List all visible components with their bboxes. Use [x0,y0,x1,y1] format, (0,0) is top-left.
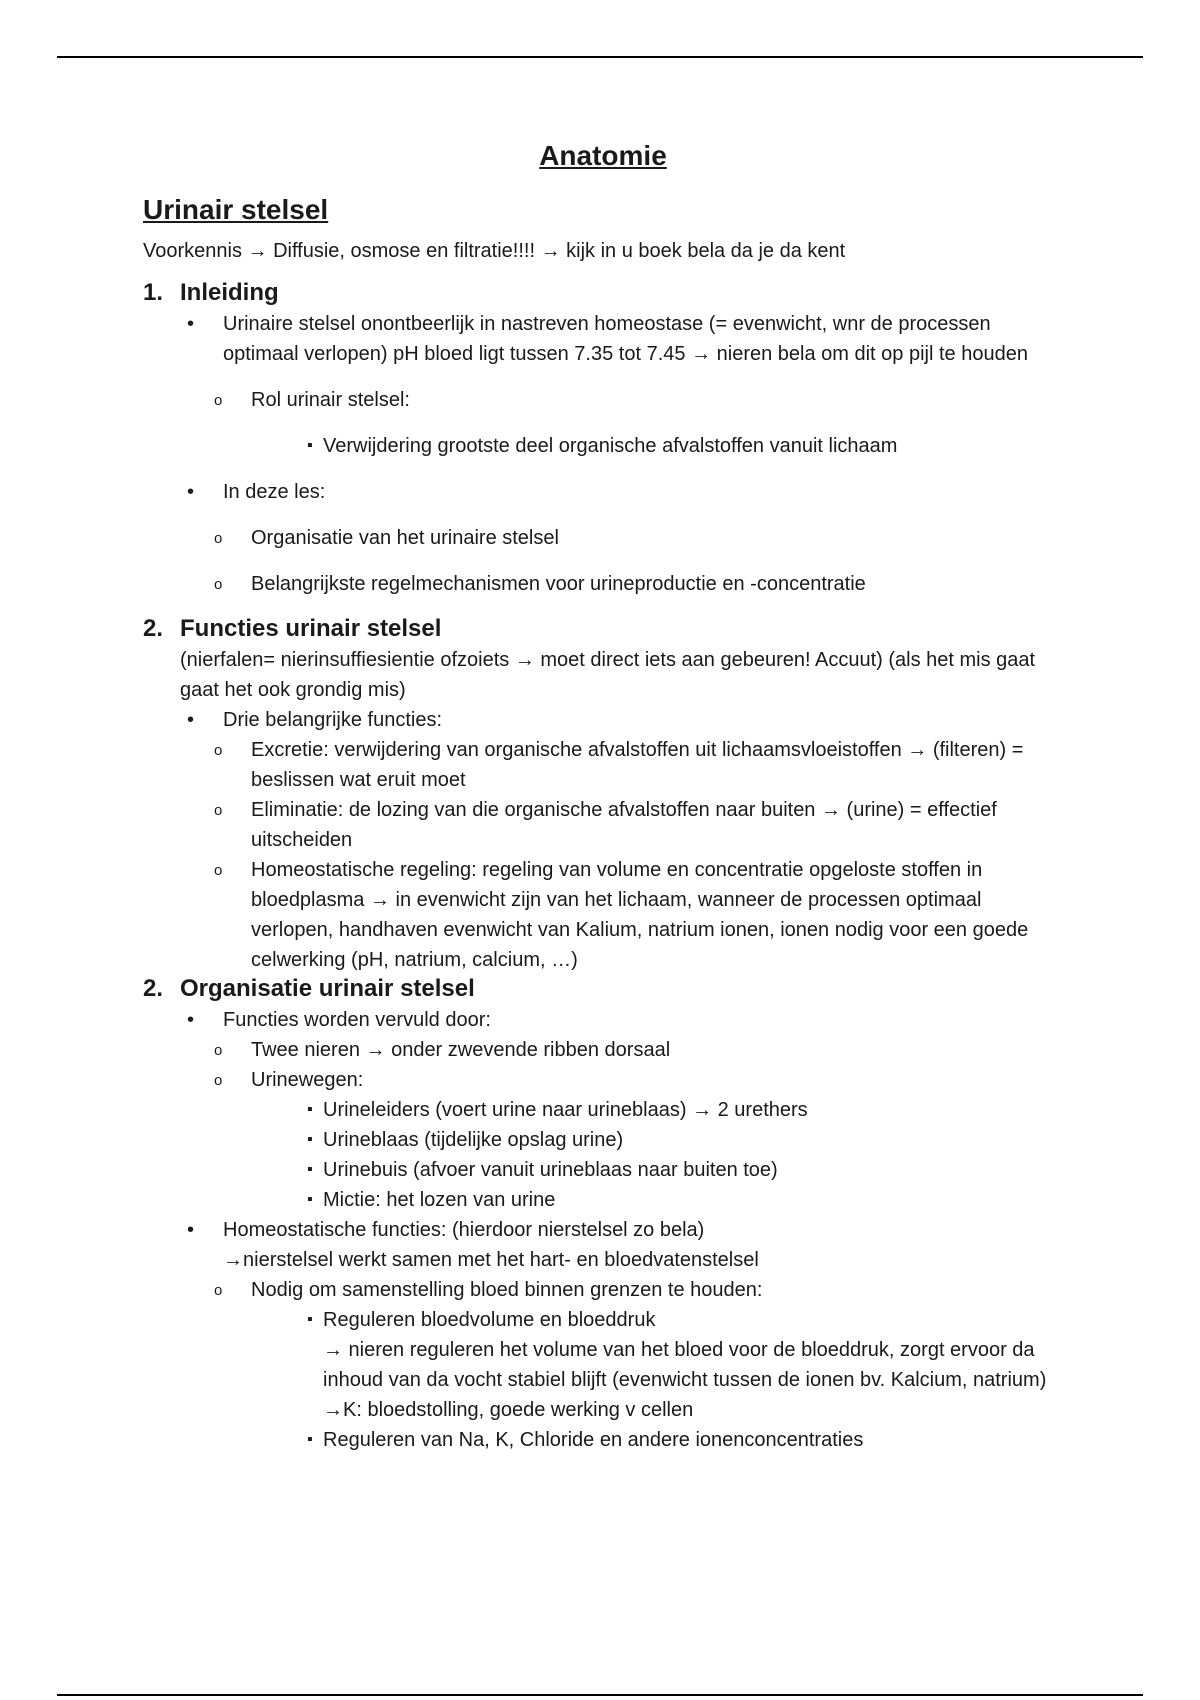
square-bullet-icon: ▪ [307,1311,313,1328]
circle-bullet-icon: o [214,1282,223,1299]
list-item [143,1155,1063,1185]
list-item [143,385,1063,415]
square-bullet-icon: ▪ [307,1131,313,1148]
list-item-text: Eliminatie: de lozing van die organische afvalstoffen naar buiten → (urine) = effectief uitscheiden [251,799,997,851]
square-bullet-icon: ▪ [307,1161,313,1178]
list-item-text: Urinebuis (afvoer vanuit urineblaas naar buiten toe) [323,1159,778,1181]
list-item-text: Twee nieren → onder zwevende ribben dorsaal [251,1039,671,1061]
list-item-text: Mictie: het lozen van urine [323,1189,556,1211]
intro-line: Voorkennis → Diffusie, osmose en filtratie!!!! → kijk in u boek bela da je da kent [143,240,846,262]
list-item [143,705,1063,735]
list-item-text: Belangrijkste regelmechanismen voor urineproductie en -concentratie [251,573,866,595]
list-item-text: Verwijdering grootste deel organische afvalstoffen vanuit lichaam [323,435,898,457]
list-item-text: In deze les: [223,481,326,503]
square-bullet-icon: ▪ [307,1191,313,1208]
list-item-text: →nierstelsel werkt samen met het hart- en bloedvatenstelsel [223,1249,759,1271]
list-item [143,569,1063,599]
circle-bullet-icon: o [214,576,223,593]
list-item [143,1305,1063,1335]
list-item-text: Urinaire stelsel onontbeerlijk in nastreven homeostase (= evenwicht, wnr de processen optimaal verlopen) pH bloed ligt tussen 7.35 tot 7.45 → nieren bela om dit op pijl te houden [223,313,1028,365]
list-item-text: Reguleren bloedvolume en bloeddruk [323,1309,656,1331]
list-item [143,477,1063,507]
list-item [143,795,1063,855]
list-item [143,1095,1063,1125]
list-item-text: Organisatie van het urinaire stelsel [251,527,559,549]
square-bullet-icon: ▪ [307,437,313,454]
section-note: (nierfalen= nierinsuffiesientie ofzoiets → moet direct iets aan gebeuren! Accuut) (als het mis gaat gaat het ook grondig mis) [180,649,1036,701]
section-heading [143,975,1063,1003]
section-heading-text: Organisatie urinair stelsel [180,975,475,1002]
document-subtitle: Urinair stelsel [143,194,329,225]
bullet-icon: • [187,313,195,335]
list-item [143,1185,1063,1215]
bullet-icon: • [187,481,195,503]
list-item [143,735,1063,795]
list-item [143,1065,1063,1095]
circle-bullet-icon: o [214,1072,223,1089]
square-bullet-icon: ▪ [307,1101,313,1118]
circle-bullet-icon: o [214,530,223,547]
list-item [143,855,1063,975]
list-item [143,1425,1063,1455]
list-item-text: → nieren reguleren het volume van het bloed voor de bloeddruk, zorgt ervoor da inhoud van da vocht stabiel blijft (evenwicht tussen de ionen bv. Kalcium, natrium) →K: bloedstolling, goede werking v cellen [323,1339,1047,1421]
list-item-text: Drie belangrijke functies: [223,709,442,731]
list-item-text: Homeostatische regeling: regeling van volume en concentratie opgeloste stoffen in bloedplasma → in evenwicht zijn van het lichaam, wanneer de processen optimaal verlopen, handhaven evenwicht van Kalium, natrium ionen, ionen nodig voor een goede celwerking (pH, natrium, calcium, …) [251,859,1029,971]
circle-bullet-icon: o [214,862,223,879]
section-heading-text: Functies urinair stelsel [180,615,442,642]
section-heading [143,615,1063,643]
list-item [143,431,1063,461]
list-item [143,309,1063,369]
list-item-text: Nodig om samenstelling bloed binnen grenzen te houden: [251,1279,763,1301]
list-item [143,1275,1063,1305]
list-item-text: Rol urinair stelsel: [251,389,410,411]
list-item-text: Urineleiders (voert urine naar urineblaas) → 2 urethers [323,1099,808,1121]
list-item-text: Urinewegen: [251,1069,364,1091]
list-item-text: Urineblaas (tijdelijke opslag urine) [323,1129,624,1151]
document-page [143,140,1063,1455]
circle-bullet-icon: o [214,1042,223,1059]
section-number: 1. [143,279,164,306]
header-rule [57,56,1143,58]
section-heading [143,279,1063,307]
list-item [143,1215,1063,1245]
list-item-continuation [143,1335,1063,1425]
circle-bullet-icon: o [214,742,223,759]
circle-bullet-icon: o [214,392,223,409]
bullet-icon: • [187,1009,195,1031]
list-item [143,1005,1063,1035]
bullet-icon: • [187,709,195,731]
list-item [143,1125,1063,1155]
list-item [143,1035,1063,1065]
circle-bullet-icon: o [214,802,223,819]
document-title: Anatomie [539,140,667,171]
list-item-text: Excretie: verwijdering van organische afvalstoffen uit lichaamsvloeistoffen → (filteren) = beslissen wat eruit moet [251,739,1024,791]
list-item-text: Functies worden vervuld door: [223,1009,491,1031]
list-item-continuation [143,1245,1063,1275]
section-number: 2. [143,975,164,1002]
footer-rule [57,1694,1143,1696]
list-item-text: Homeostatische functies: (hierdoor nierstelsel zo bela) [223,1219,705,1241]
section-heading-text: Inleiding [180,279,279,306]
section-number: 2. [143,615,164,642]
list-item [143,523,1063,553]
bullet-icon: • [187,1219,195,1241]
list-item-text: Reguleren van Na, K, Chloride en andere ionenconcentraties [323,1429,864,1451]
square-bullet-icon: ▪ [307,1431,313,1448]
